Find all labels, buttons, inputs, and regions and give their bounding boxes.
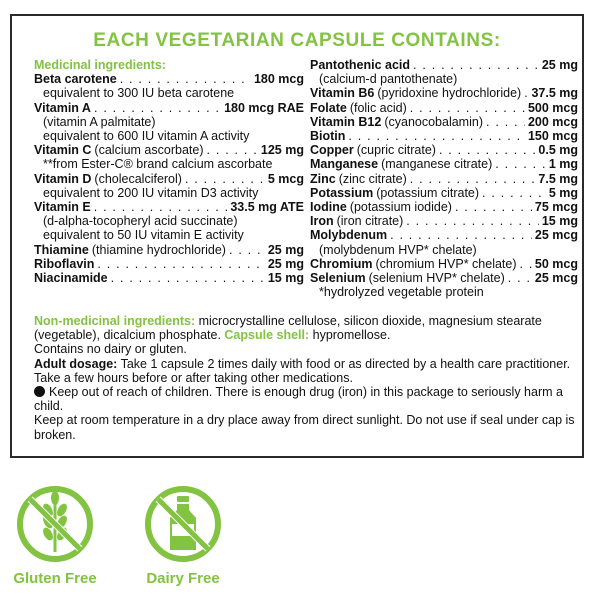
- dairy-free-label: Dairy Free: [146, 570, 220, 587]
- ingredient-amount: 5 mg: [548, 185, 578, 200]
- dot-leader: [111, 271, 265, 285]
- medicinal-ingredients-heading: Medicinal ingredients:: [34, 58, 166, 72]
- ingredient-row: [34, 172, 304, 186]
- ingredient-note: (molybdenum HVP* chelate): [319, 242, 477, 257]
- panel-title: EACH VEGETARIAN CAPSULE CONTAINS:: [93, 30, 501, 51]
- dot-leader: [94, 101, 221, 115]
- ingredient-source: (cupric citrate): [356, 143, 436, 158]
- ingredient-row: [310, 186, 578, 200]
- ingredient-name: Pantothenic acid: [310, 58, 411, 72]
- capsule-shell-text: hypromellose.: [309, 328, 391, 343]
- ingredient-amount: 7.5 mg: [538, 171, 578, 186]
- ingredient-source: (potassium citrate): [376, 185, 480, 200]
- ingredient-row: [310, 58, 578, 72]
- dot-leader: [455, 200, 532, 214]
- ingredient-amount: 25 mg: [541, 58, 578, 72]
- child-warning: [34, 385, 579, 413]
- ingredient-name: Vitamin E: [34, 200, 91, 215]
- ingredient-source: (cyanocobalamin): [384, 114, 483, 129]
- ingredient-amount: 200 mcg: [527, 114, 578, 129]
- ingredient-note: **from Ester-C® brand calcium ascorbate: [43, 157, 273, 172]
- ingredient-row: [34, 271, 304, 285]
- ingredient-name: Manganese: [310, 157, 379, 172]
- dot-leader: [410, 101, 525, 115]
- ingredient-name: Copper: [310, 143, 354, 158]
- ingredient-amount: 125 mg: [260, 143, 304, 158]
- ingredient-name: Thiamine: [34, 242, 89, 257]
- ingredient-source: (calcium ascorbate): [94, 143, 204, 158]
- ingredient-amount: 180 mcg: [253, 72, 304, 87]
- no-dairy-statement: Contains no dairy or gluten.: [34, 342, 187, 357]
- ingredient-source: (potassium iodide): [349, 200, 452, 215]
- dot-leader: [495, 157, 546, 171]
- ingredient-amount: 25 mg: [267, 242, 304, 257]
- ingredient-amount: 150 mcg: [527, 129, 578, 144]
- gluten-free-label: Gluten Free: [13, 570, 97, 587]
- ingredient-row: [310, 157, 578, 171]
- warning-bullet-icon: [34, 386, 45, 397]
- ingredient-name: Potassium: [310, 185, 374, 200]
- dot-leader: [406, 214, 539, 228]
- non-medicinal-label: Non-medicinal ingredients:: [34, 314, 196, 328]
- dot-leader: [413, 58, 539, 72]
- ingredient-row: [310, 115, 578, 129]
- left-ingredient-list: [34, 72, 304, 285]
- capsule-shell-label: Capsule shell:: [224, 328, 310, 343]
- child-warning-text: Keep out of reach of children. There is enough drug (iron) in this package to seriously harm a child.: [34, 385, 563, 414]
- dot-leader: [97, 257, 264, 271]
- dot-leader: [185, 172, 265, 186]
- ingredient-row: [310, 101, 578, 115]
- ingredient-row: [310, 200, 578, 214]
- ingredient-source: (chromium HVP* chelate): [375, 256, 517, 271]
- medication-timing: Take a few hours before or after taking other medications.: [34, 370, 353, 385]
- ingredient-amount: 15 mg: [541, 214, 578, 229]
- non-medicinal-text: microcrystalline cellulose, silicon dioxide, magnesium stearate (vegetable), dicalcium phosphate.: [34, 314, 542, 343]
- ingredient-source: (folic acid): [349, 100, 407, 115]
- ingredient-name: Vitamin D: [34, 171, 92, 186]
- dot-leader: [120, 72, 251, 86]
- ingredient-row: [34, 143, 304, 157]
- adult-dosage-text: Take 1 capsule 2 times daily with food or as directed by a health care practitioner.: [117, 356, 571, 371]
- ingredient-amount: 25 mcg: [534, 271, 578, 286]
- ingredient-row: [310, 257, 578, 271]
- ingredient-amount: 25 mg: [267, 256, 304, 271]
- ingredient-name: Vitamin B6: [310, 86, 375, 101]
- dot-leader: [410, 172, 536, 186]
- ingredient-name: Iron: [310, 214, 334, 229]
- ingredient-note: (vitamin A palmitate): [43, 114, 156, 129]
- dot-leader: [207, 143, 258, 157]
- gluten-free-icon: [15, 484, 95, 564]
- dot-leader: [482, 186, 546, 200]
- ingredient-row: [310, 86, 578, 100]
- ingredient-note: equivalent to 300 IU beta carotene: [43, 86, 235, 101]
- ingredient-name: Folate: [310, 100, 347, 115]
- ingredient-source: (pyridoxine hydrochloride): [377, 86, 522, 101]
- ingredient-note: (d-alpha-tocopheryl acid succinate): [43, 214, 238, 229]
- dot-leader: [229, 243, 265, 257]
- dot-leader: [94, 200, 228, 214]
- ingredient-note: equivalent to 50 IU vitamin E activity: [43, 228, 244, 243]
- ingredient-amount: 5 mcg: [267, 171, 304, 186]
- ingredient-row: [34, 72, 304, 86]
- right-ingredient-column: [310, 58, 578, 299]
- dot-leader: [439, 143, 535, 157]
- dairy-free-icon: [143, 484, 223, 564]
- adult-dosage: [34, 357, 579, 371]
- ingredient-amount: 37.5 mg: [531, 86, 578, 101]
- ingredient-name: Vitamin A: [34, 100, 91, 115]
- ingredient-row: [34, 243, 304, 257]
- left-ingredient-column: [34, 58, 304, 285]
- ingredient-name: Chromium: [310, 256, 373, 271]
- ingredient-row: [34, 101, 304, 115]
- ingredient-amount: 25 mcg: [534, 228, 578, 243]
- dot-leader: [508, 271, 532, 285]
- ingredient-name: Biotin: [310, 129, 346, 144]
- ingredient-source: (zinc citrate): [338, 171, 407, 186]
- ingredient-row: [310, 129, 578, 143]
- ingredient-amount: 180 mcg RAE: [224, 100, 304, 115]
- ingredient-name: Zinc: [310, 171, 336, 186]
- ingredient-row: [310, 271, 578, 285]
- ingredient-name: Beta carotene: [34, 72, 117, 87]
- dot-leader: [390, 228, 532, 242]
- ingredient-amount: 500 mcg: [527, 100, 578, 115]
- non-medicinal-ingredients: [34, 314, 579, 342]
- ingredient-amount: 33.5 mg ATE: [230, 200, 304, 215]
- ingredient-name: Niacinamide: [34, 271, 108, 286]
- ingredient-name: Riboflavin: [34, 256, 95, 271]
- ingredient-amount: 0.5 mg: [538, 143, 578, 158]
- ingredient-note: (calcium-d pantothenate): [319, 72, 458, 87]
- dot-leader: [520, 257, 532, 271]
- ingredient-source: (iron citrate): [336, 214, 404, 229]
- ingredient-note: equivalent to 200 IU vitamin D3 activity: [43, 185, 259, 200]
- ingredient-name: Vitamin B12: [310, 114, 382, 129]
- ingredient-note: equivalent to 600 IU vitamin A activity: [43, 129, 250, 144]
- ingredient-name: Vitamin C: [34, 143, 92, 158]
- directions-section: [34, 314, 579, 442]
- dot-leader: [348, 129, 525, 143]
- adult-dosage-label: Adult dosage:: [34, 356, 118, 371]
- ingredient-name: Molybdenum: [310, 228, 388, 243]
- ingredient-row: [34, 200, 304, 214]
- ingredient-note: *hydrolyzed vegetable protein: [319, 285, 484, 300]
- ingredient-source: (selenium HVP* chelate): [368, 271, 505, 286]
- ingredient-amount: 1 mg: [548, 157, 578, 172]
- ingredient-row: [310, 214, 578, 228]
- storage-instructions: Keep at room temperature in a dry place away from direct sunlight. Do not use if seal under cap is broken.: [34, 413, 575, 442]
- ingredient-source: (cholecalciferol): [94, 171, 182, 186]
- dot-leader: [486, 115, 525, 129]
- supplement-facts-panel: [10, 14, 584, 458]
- ingredient-row: [34, 257, 304, 271]
- ingredient-amount: 50 mcg: [534, 256, 578, 271]
- ingredient-row: [310, 143, 578, 157]
- right-ingredient-list: [310, 58, 578, 299]
- ingredient-row: [310, 228, 578, 242]
- ingredient-name: Iodine: [310, 200, 347, 215]
- dot-leader: [524, 86, 528, 100]
- ingredient-name: Selenium: [310, 271, 366, 286]
- ingredient-amount: 15 mg: [267, 271, 304, 286]
- ingredient-source: (manganese citrate): [381, 157, 493, 172]
- ingredient-amount: 75 mcg: [534, 200, 578, 215]
- ingredient-row: [310, 172, 578, 186]
- ingredient-source: (thiamine hydrochloride): [91, 242, 226, 257]
